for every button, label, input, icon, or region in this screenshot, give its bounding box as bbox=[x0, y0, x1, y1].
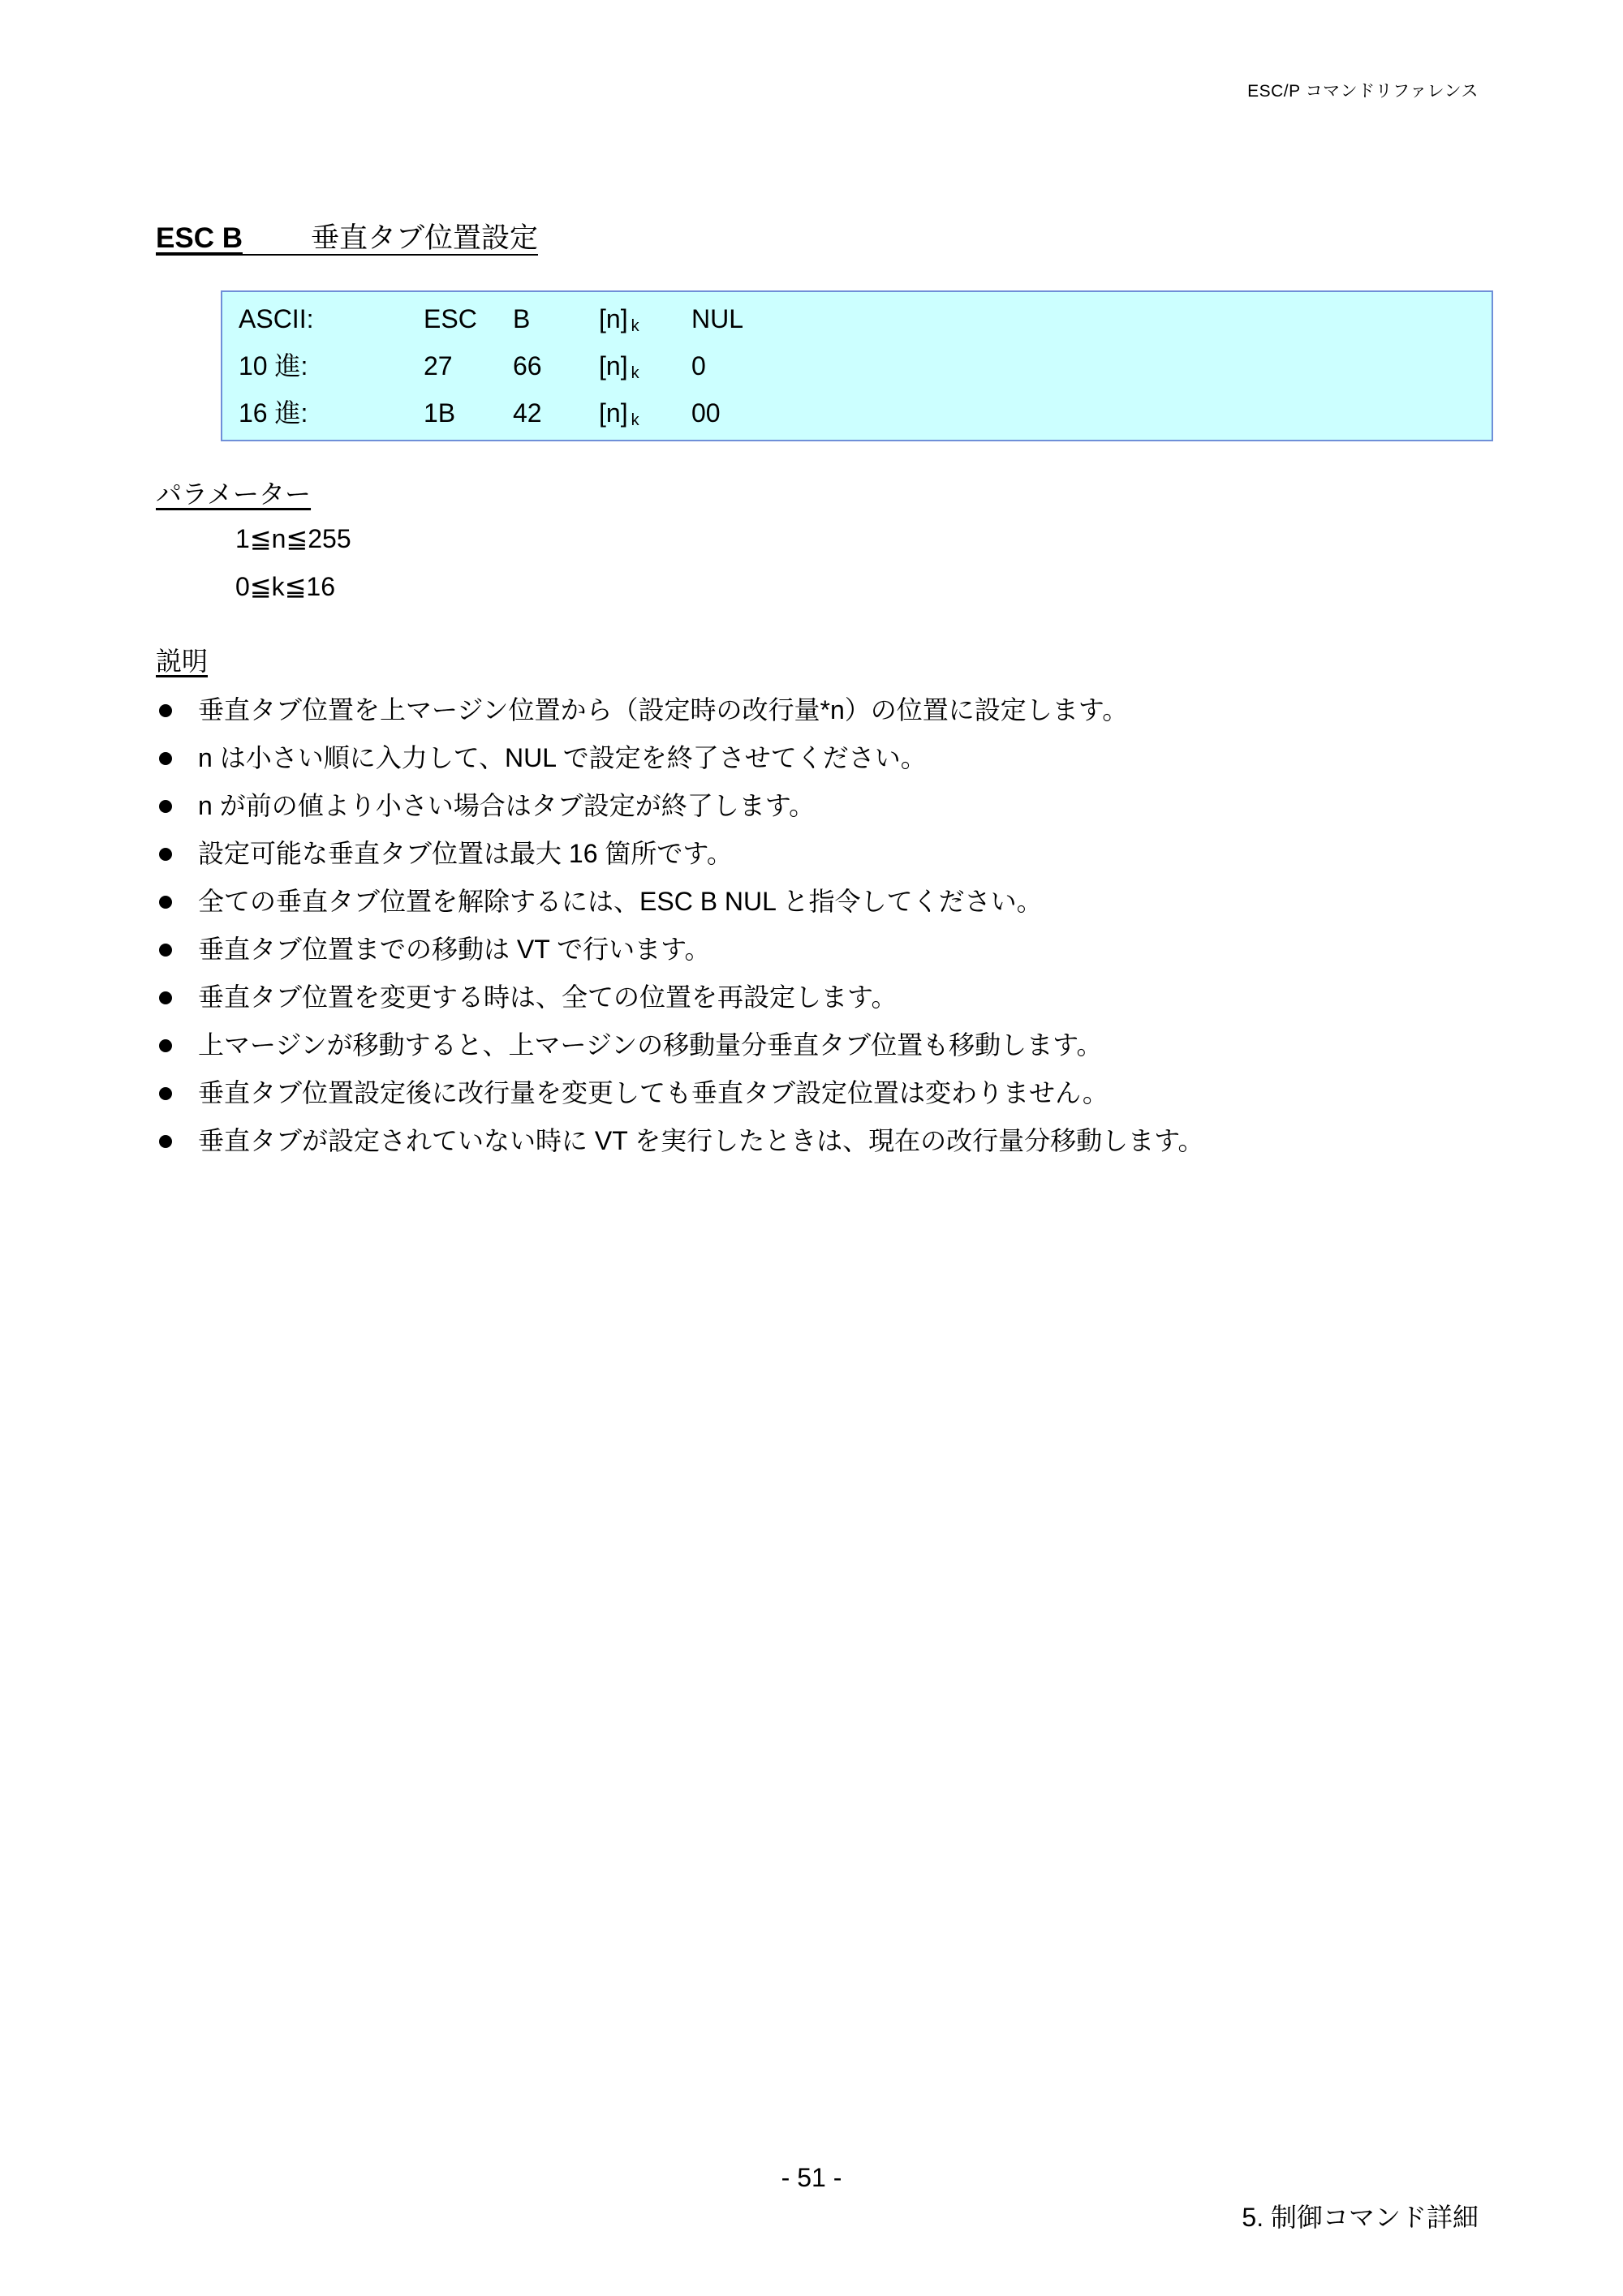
code-value: B bbox=[513, 304, 531, 333]
chapter-footer: 5. 制御コマンド詳細 bbox=[1242, 2203, 1479, 2232]
list-item bbox=[156, 734, 1204, 782]
code-arg bbox=[599, 346, 639, 393]
list-item bbox=[156, 974, 1204, 1021]
command-code: ESC B bbox=[156, 224, 311, 256]
list-item bbox=[156, 1021, 1204, 1069]
list-item-text: 上マージンが移動すると、上マージンの移動量分垂直タブ位置も移動します。 bbox=[198, 1030, 1103, 1060]
list-item bbox=[156, 686, 1204, 734]
bullet-icon bbox=[159, 752, 172, 765]
list-item-text: 垂直タブが設定されていない時に VT を実行したときは、現在の改行量分移動します。 bbox=[198, 1126, 1204, 1155]
code-arg bbox=[599, 299, 639, 346]
code-row-decimal bbox=[222, 346, 1492, 386]
arg-text: [n] bbox=[599, 351, 628, 381]
bullet-icon bbox=[159, 1087, 172, 1100]
bullet-icon bbox=[159, 800, 172, 813]
bullet-icon bbox=[159, 944, 172, 957]
list-item-text: 垂直タブ位置を上マージン位置から（設定時の改行量*n）の位置に設定します。 bbox=[198, 695, 1129, 724]
code-value: 42 bbox=[513, 398, 542, 428]
list-item bbox=[156, 830, 1204, 878]
running-header: ESC/P コマンドリファレンス bbox=[1247, 82, 1479, 101]
list-item bbox=[156, 782, 1204, 830]
code-value: 27 bbox=[424, 351, 453, 381]
list-item-text: 垂直タブ位置を変更する時は、全ての位置を再設定します。 bbox=[198, 982, 898, 1012]
bullet-icon bbox=[159, 991, 172, 1004]
parameters-heading: パラメーター bbox=[156, 479, 312, 509]
list-item-text: 垂直タブ位置設定後に改行量を変更しても垂直タブ設定位置は変わりません。 bbox=[198, 1078, 1109, 1107]
code-terminator: NUL bbox=[691, 304, 744, 333]
arg-subscript: k bbox=[631, 411, 639, 429]
list-item-text: 設定可能な垂直タブ位置は最大 16 箇所です。 bbox=[198, 839, 733, 868]
command-name: 垂直タブ位置設定 bbox=[310, 222, 538, 254]
code-label: 16 進: bbox=[239, 398, 308, 428]
list-item bbox=[156, 1069, 1204, 1117]
description-list bbox=[156, 686, 1204, 1165]
code-row-ascii bbox=[222, 299, 1492, 339]
command-code-table bbox=[221, 290, 1493, 441]
bullet-icon bbox=[159, 848, 172, 861]
list-item-text: 垂直タブ位置までの移動は VT で行います。 bbox=[198, 935, 711, 964]
bullet-icon bbox=[159, 896, 172, 909]
code-value: 1B bbox=[424, 398, 456, 428]
code-arg bbox=[599, 393, 639, 441]
code-label: 10 進: bbox=[239, 351, 308, 381]
command-title bbox=[156, 224, 538, 256]
code-label: ASCII: bbox=[239, 304, 314, 333]
code-value: ESC bbox=[424, 304, 477, 333]
arg-subscript: k bbox=[631, 317, 639, 335]
bullet-icon bbox=[159, 704, 172, 717]
list-item bbox=[156, 926, 1204, 974]
description-heading: 説明 bbox=[156, 647, 209, 676]
page-number: - 51 - bbox=[781, 2163, 842, 2192]
parameter-range-k: 0≦k≦16 bbox=[235, 572, 336, 601]
arg-text: [n] bbox=[599, 398, 628, 428]
bullet-icon bbox=[159, 1135, 172, 1148]
arg-text: [n] bbox=[599, 304, 628, 333]
list-item-text: n が前の値より小さい場合はタブ設定が終了します。 bbox=[198, 791, 816, 820]
code-terminator: 00 bbox=[691, 398, 721, 428]
code-value: 66 bbox=[513, 351, 542, 381]
list-item-text: n は小さい順に入力して、NUL で設定を終了させてください。 bbox=[198, 743, 927, 772]
list-item bbox=[156, 1117, 1204, 1165]
code-terminator: 0 bbox=[691, 351, 706, 381]
parameter-range-n: 1≦n≦255 bbox=[235, 524, 351, 553]
code-row-hex bbox=[222, 393, 1492, 433]
list-item bbox=[156, 878, 1204, 926]
arg-subscript: k bbox=[631, 364, 639, 382]
list-item-text: 全ての垂直タブ位置を解除するには、ESC B NUL と指令してください。 bbox=[198, 887, 1043, 916]
bullet-icon bbox=[159, 1039, 172, 1052]
